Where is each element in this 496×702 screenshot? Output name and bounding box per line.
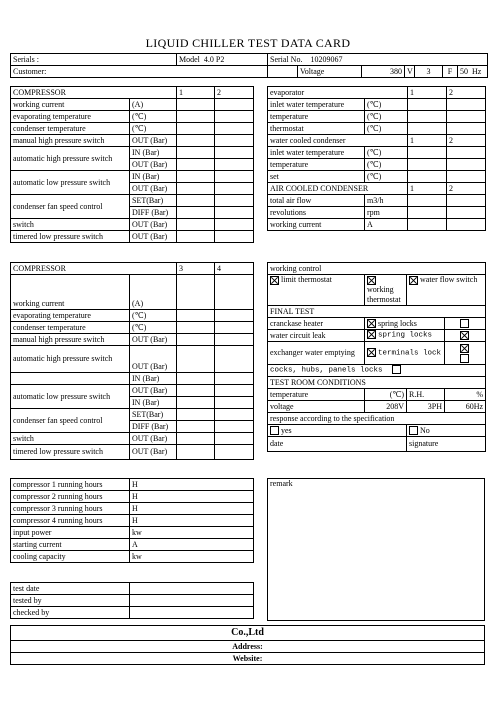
checkbox-checked-icon[interactable] — [409, 276, 418, 285]
row-unit: (A) — [130, 99, 177, 111]
no-option[interactable]: No — [407, 425, 486, 437]
value-cell[interactable] — [408, 195, 447, 207]
row-unit[interactable]: H — [130, 491, 254, 503]
row-unit: (℃) — [130, 310, 177, 322]
row-label: evaporating temperature — [11, 111, 130, 123]
final-test-title: FINAL TEST — [268, 306, 486, 318]
row-label: starting current — [11, 539, 130, 551]
checkbox-checked-icon[interactable] — [460, 331, 469, 340]
rh-unit: % — [445, 389, 486, 401]
cocks-hubs-panels-option[interactable]: cocks, hubs, panels locks — [268, 365, 486, 377]
value-cell[interactable] — [408, 123, 447, 135]
value-cell[interactable] — [177, 334, 215, 346]
value-cell[interactable] — [215, 231, 254, 243]
value-cell[interactable] — [215, 183, 254, 195]
row-unit: SET(Bar) — [130, 195, 177, 207]
row-label: automatic high pressure switch — [11, 147, 130, 171]
row-label: input power — [11, 527, 130, 539]
row-label: compressor 1 running hours — [11, 479, 130, 491]
tested-by-label: tested by — [11, 595, 130, 607]
row-label: switch — [11, 433, 130, 445]
value-cell[interactable] — [408, 219, 447, 231]
checkbox-empty-icon[interactable] — [270, 426, 279, 435]
v-value[interactable]: 3 — [415, 66, 443, 78]
value-cell[interactable] — [177, 409, 215, 421]
serial-no-field[interactable]: Serial No. 10209067 — [268, 54, 488, 66]
row-unit: (℃) — [365, 171, 408, 183]
checkbox-checked-icon[interactable] — [367, 330, 376, 339]
value-cell[interactable] — [177, 171, 215, 183]
row-unit: m3/h — [365, 195, 408, 207]
row-unit: A — [365, 219, 408, 231]
checkbox-empty-icon[interactable] — [460, 354, 469, 363]
checkbox-empty-icon[interactable] — [409, 426, 418, 435]
value-cell[interactable] — [215, 373, 254, 385]
row-label: condenser fan speed control — [11, 195, 130, 219]
customer-field[interactable]: Customer: — [11, 66, 268, 78]
row-label: manual high pressure switch — [11, 334, 130, 346]
row-label: working current — [268, 219, 365, 231]
row-label: working current — [11, 275, 130, 310]
value-cell[interactable] — [177, 373, 215, 385]
row-unit: DIFF (Bar) — [130, 421, 177, 433]
value-cell[interactable] — [447, 99, 486, 111]
row-unit: (A) — [130, 275, 177, 310]
evaporator-table — [267, 86, 486, 231]
checked-by-field[interactable] — [130, 607, 254, 619]
date-field[interactable]: date — [268, 437, 407, 452]
value-cell[interactable] — [177, 183, 215, 195]
row-unit: (℃) — [365, 123, 408, 135]
row-label: switch — [11, 219, 130, 231]
row-label: automatic low pressure switch — [11, 171, 130, 195]
row-unit: (℃) — [365, 111, 408, 123]
rh-label: R.H. — [407, 389, 445, 401]
value-cell[interactable] — [177, 385, 215, 397]
yes-option[interactable]: yes — [268, 425, 407, 437]
row-unit: (℃) — [365, 159, 408, 171]
value-cell[interactable] — [408, 207, 447, 219]
row-label: thermostat — [268, 123, 365, 135]
row-label: compressor 2 running hours — [11, 491, 130, 503]
value-cell[interactable] — [215, 159, 254, 171]
value-cell[interactable] — [447, 207, 486, 219]
v-label: V — [405, 66, 415, 78]
row-unit: OUT (Bar) — [130, 346, 177, 373]
value-cell[interactable] — [408, 147, 447, 159]
frequency-field[interactable]: 50 Hz — [458, 66, 488, 78]
compressor-1-2-table — [10, 86, 254, 243]
value-cell[interactable] — [177, 111, 215, 123]
value-cell[interactable] — [215, 147, 254, 159]
row-label: evaporating temperature — [11, 310, 130, 322]
row-label: total air flow — [268, 195, 365, 207]
row-unit: (℃) — [130, 111, 177, 123]
row-unit: (℃) — [130, 322, 177, 334]
value-cell[interactable] — [215, 385, 254, 397]
value-cell[interactable] — [215, 409, 254, 421]
row-label: revolutions — [268, 207, 365, 219]
row-label: inlet water temperature — [268, 99, 365, 111]
working-control-title: working control — [268, 263, 486, 275]
row-label: manual high pressure switch — [11, 135, 130, 147]
value-cell[interactable] — [408, 159, 447, 171]
checkbox-checked-icon[interactable] — [367, 319, 376, 328]
column-2-header: 2 — [447, 135, 486, 147]
value-cell[interactable] — [215, 123, 254, 135]
remark-field[interactable]: remark — [268, 479, 485, 621]
row-label: voltage — [268, 401, 365, 413]
row-unit: IN (Bar) — [130, 373, 177, 385]
row-label: exchanger water emptying — [268, 342, 365, 365]
value-cell[interactable] — [177, 346, 215, 373]
sign-off-table — [10, 582, 254, 619]
value-cell[interactable] — [177, 159, 215, 171]
row-label: automatic high pressure switch — [11, 346, 130, 373]
row-label: compressor 4 running hours — [11, 515, 130, 527]
value-cell[interactable] — [215, 322, 254, 334]
row-label: temperature — [268, 159, 365, 171]
row-unit[interactable]: H — [130, 479, 254, 491]
row-label: set — [268, 171, 365, 183]
value-cell[interactable] — [215, 111, 254, 123]
value-cell[interactable] — [215, 135, 254, 147]
row-unit: OUT (Bar) — [130, 385, 177, 397]
row-unit: OUT (Bar) — [130, 219, 177, 231]
value-cell[interactable] — [215, 397, 254, 409]
row-label: condenser temperature — [11, 322, 130, 334]
value-cell[interactable] — [177, 433, 215, 445]
column-2-header: 2 — [447, 183, 486, 195]
f-label: F — [443, 66, 458, 78]
working-control-table — [267, 262, 486, 452]
row-unit[interactable]: kw — [130, 527, 254, 539]
value-cell[interactable] — [215, 195, 254, 207]
value-cell[interactable] — [177, 445, 215, 460]
row-unit: IN (Bar) — [130, 171, 177, 183]
row-unit: IN (Bar) — [130, 397, 177, 409]
row-label: temperature — [268, 111, 365, 123]
row-label: working current — [11, 99, 130, 111]
signature-field[interactable]: signature — [407, 437, 486, 452]
response-label: response according to the specification — [268, 413, 486, 425]
row-unit: (℃) — [365, 147, 408, 159]
column-2-header: 2 — [447, 87, 486, 99]
value-cell[interactable] — [177, 135, 215, 147]
column-3-header: 3 — [177, 263, 215, 275]
value-cell[interactable] — [177, 397, 215, 409]
column-1-header: 1 — [408, 135, 447, 147]
value-cell[interactable] — [177, 195, 215, 207]
value-cell[interactable] — [177, 231, 215, 243]
row-label: condenser temperature — [11, 123, 130, 135]
checked-by-label: checked by — [11, 607, 130, 619]
value-cell[interactable] — [215, 445, 254, 460]
checkbox-checked-icon[interactable] — [270, 276, 279, 285]
value-cell[interactable] — [408, 171, 447, 183]
row-unit[interactable]: H — [130, 515, 254, 527]
remark-table — [267, 478, 485, 621]
spring-locks-checkbox-2[interactable] — [445, 330, 486, 342]
value-cell[interactable] — [215, 275, 254, 310]
limit-thermostat-option[interactable]: limit thermostat — [268, 275, 365, 306]
value-cell[interactable] — [177, 421, 215, 433]
row-unit: OUT (Bar) — [130, 231, 177, 243]
value-cell[interactable] — [447, 111, 486, 123]
value-cell[interactable] — [215, 421, 254, 433]
row-label: timered low pressure switch — [11, 231, 130, 243]
evaporator-title: evaporator — [268, 87, 408, 99]
checkbox-empty-icon[interactable] — [392, 365, 401, 374]
voltage-value: 208V — [365, 401, 407, 413]
column-2-header: 2 — [215, 87, 254, 99]
row-label: cooling capacity — [11, 551, 130, 563]
voltage-label: Voltage — [298, 66, 362, 78]
value-cell[interactable] — [177, 147, 215, 159]
spring-locks-option-2[interactable]: spring locks — [365, 330, 445, 342]
value-cell[interactable] — [177, 99, 215, 111]
row-unit: SET(Bar) — [130, 409, 177, 421]
water-cooled-condenser-title: water cooled condenser — [268, 135, 408, 147]
row-unit: OUT (Bar) — [130, 183, 177, 195]
value-cell[interactable] — [215, 207, 254, 219]
row-unit: OUT (Bar) — [130, 445, 177, 460]
value-cell[interactable] — [408, 99, 447, 111]
serials-label: Serials : — [11, 54, 177, 66]
row-unit: rpm — [365, 207, 408, 219]
value-cell[interactable] — [215, 433, 254, 445]
header-table — [10, 53, 488, 78]
value-cell[interactable] — [447, 219, 486, 231]
compressor-3-4-table — [10, 262, 254, 460]
voltage-value[interactable]: 380 — [362, 66, 405, 78]
page-title: LIQUID CHILLER TEST DATA CARD — [145, 36, 351, 50]
value-cell[interactable] — [215, 171, 254, 183]
company-name: Co.,Ltd — [11, 626, 485, 641]
address-line: Address: — [11, 641, 485, 653]
row-unit: OUT (Bar) — [130, 433, 177, 445]
phase-value: 3PH — [407, 401, 445, 413]
value-cell[interactable] — [408, 111, 447, 123]
checkbox-checked-icon[interactable] — [367, 276, 376, 285]
value-cell[interactable] — [447, 147, 486, 159]
spring-locks-checkbox[interactable] — [445, 318, 486, 330]
value-cell[interactable] — [177, 275, 215, 310]
value-cell[interactable] — [177, 123, 215, 135]
frequency-value: 60Hz — [445, 401, 486, 413]
value-cell[interactable] — [177, 310, 215, 322]
model-field[interactable]: Model 4.0 P2 — [177, 54, 268, 66]
row-label: water circuit leak — [268, 330, 365, 342]
value-cell[interactable] — [177, 219, 215, 231]
air-cooled-condenser-title: AIR COOLED CONDENSER — [268, 183, 408, 195]
value-cell[interactable] — [215, 99, 254, 111]
checkbox-checked-icon[interactable] — [460, 344, 469, 353]
compressor-title: COMPRESSOR — [11, 87, 177, 99]
value-cell[interactable] — [177, 207, 215, 219]
row-unit[interactable]: H — [130, 503, 254, 515]
value-cell[interactable] — [215, 219, 254, 231]
test-date-field[interactable] — [130, 583, 254, 595]
row-label: automatic low pressure switch — [11, 385, 130, 409]
row-label: cranckase heater — [268, 318, 365, 330]
test-room-conditions-title: TEST ROOM CONDITIONS — [268, 377, 486, 389]
website-line: Website: — [11, 653, 485, 665]
row-unit[interactable]: kw — [130, 551, 254, 563]
test-date-label: test date — [11, 583, 130, 595]
row-label: temperature — [268, 389, 365, 401]
terminals-lock-option[interactable]: terminals lock — [365, 342, 445, 365]
row-unit: (℃) — [365, 99, 408, 111]
value-cell[interactable] — [215, 334, 254, 346]
column-1-header: 1 — [408, 87, 447, 99]
row-label: compressor 3 running hours — [11, 503, 130, 515]
value-cell[interactable] — [215, 310, 254, 322]
compressor-title: COMPRESSOR — [11, 263, 177, 275]
checkbox-empty-icon[interactable] — [460, 319, 469, 328]
value-cell[interactable] — [215, 346, 254, 373]
tested-by-field[interactable] — [130, 595, 254, 607]
row-unit: OUT (Bar) — [130, 159, 177, 171]
column-1-header: 1 — [408, 183, 447, 195]
row-label: timered low pressure switch — [11, 445, 130, 460]
running-hours-table — [10, 478, 254, 563]
working-thermostat-option[interactable]: working thermostat — [365, 275, 407, 306]
row-unit: (℃) — [130, 123, 177, 135]
company-footer — [10, 625, 485, 665]
row-unit[interactable]: A — [130, 539, 254, 551]
value-cell[interactable] — [177, 322, 215, 334]
column-1-header: 1 — [177, 87, 215, 99]
row-label: inlet water temperature — [268, 147, 365, 159]
value-cell[interactable] — [447, 123, 486, 135]
row-unit: (℃) — [365, 389, 407, 401]
water-flow-switch-option[interactable]: water flow switch — [407, 275, 486, 306]
checkbox-checked-icon[interactable] — [367, 348, 376, 357]
row-unit: DIFF (Bar) — [130, 207, 177, 219]
row-unit: OUT (Bar) — [130, 334, 177, 346]
terminals-lock-checkboxes[interactable] — [445, 342, 486, 365]
value-cell[interactable] — [447, 171, 486, 183]
spring-locks-option[interactable]: spring locks — [365, 318, 445, 330]
column-4-header: 4 — [215, 263, 254, 275]
row-label: condenser fan speed control — [11, 409, 130, 433]
value-cell[interactable] — [447, 159, 486, 171]
row-unit: OUT (Bar) — [130, 135, 177, 147]
value-cell[interactable] — [447, 195, 486, 207]
row-unit: IN (Bar) — [130, 147, 177, 159]
